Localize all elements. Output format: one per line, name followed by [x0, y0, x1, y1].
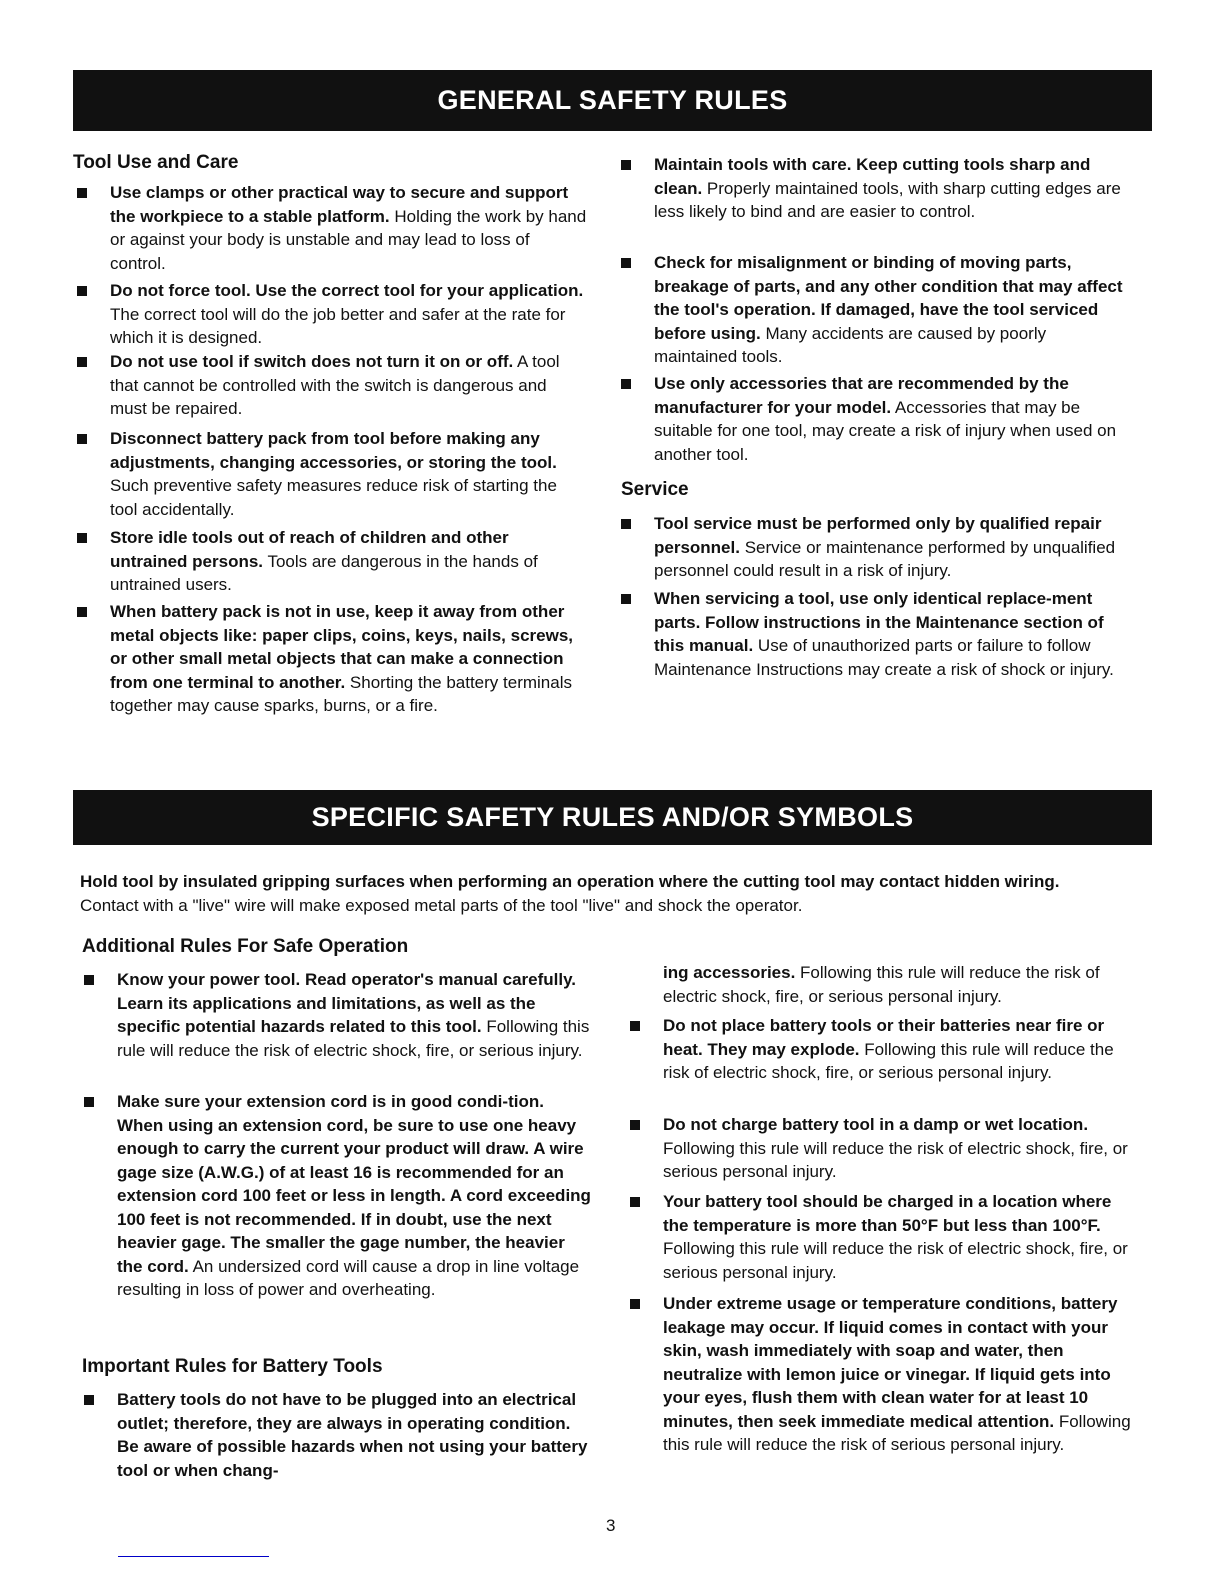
rule-bold: Store idle tools out of reach of children and other untrained persons. — [110, 528, 509, 571]
rule-text: Such preventive safety measures reduce risk of starting the tool accidentally. — [110, 476, 557, 519]
service-heading: Service — [621, 479, 689, 500]
bullet-icon — [621, 379, 631, 389]
bullet-icon — [621, 594, 631, 604]
intro-paragraph — [80, 870, 1090, 917]
rule-text: The correct tool will do the job better and safer at the rate for which it is designed. — [110, 304, 566, 347]
bullet-icon — [621, 160, 631, 170]
rule-text: Following this rule will reduce the risk of electric shock, fire, or serious personal injury. — [663, 1239, 1128, 1282]
rule-item — [663, 1014, 1131, 1085]
rule-item — [110, 427, 588, 521]
rule-text: Accessories that may be suitable for one tool, may create a risk of injury when used on another tool. — [654, 397, 1117, 464]
bullet-icon — [630, 1120, 640, 1130]
footer-rule — [118, 1556, 269, 1557]
rule-bold: Your battery tool should be charged in a location where the temperature is more than 50°F but less than 100°F. — [663, 1192, 1112, 1235]
rule-text: Following this rule will reduce the risk of electric shock, fire, or serious personal injury. — [663, 1138, 1128, 1181]
bullet-icon — [77, 188, 87, 198]
rule-item — [110, 350, 588, 421]
rule-bold: Maintain tools with care. Keep cutting tools sharp and clean. — [654, 155, 1091, 198]
rule-text: Following this rule will reduce the risk of serious personal injury. — [663, 1411, 1131, 1454]
bullet-icon — [77, 286, 87, 296]
rule-text: Tools are dangerous in the hands of untrained users. — [110, 551, 538, 594]
general-safety-rules-header: GENERAL SAFETY RULES — [73, 70, 1152, 131]
rule-text: Following this rule will reduce the risk of electric shock, fire, or serious personal injury. — [663, 1039, 1114, 1082]
rule-item — [663, 1190, 1131, 1284]
continuation-text — [663, 961, 1123, 1008]
rule-bold: Know your power tool. Read operator's manual carefully. Learn its applications and limitations, as well as the specific potential hazards related to this tool. — [117, 970, 577, 1036]
rule-bold: Disconnect battery pack from tool before making any adjustments, changing accessories, or storing the tool. — [110, 429, 557, 472]
bullet-icon — [630, 1021, 640, 1031]
intro-bold: Hold tool by insulated gripping surfaces when performing an operation where the cutting tool may contact hidden wiring. — [80, 872, 1060, 891]
rule-text: Holding the work by hand or against your body is unstable and may lead to loss of control. — [110, 206, 587, 273]
rule-text: A tool that cannot be controlled with the switch is dangerous and must be repaired. — [110, 352, 560, 418]
specific-safety-rules-header: SPECIFIC SAFETY RULES AND/OR SYMBOLS — [73, 790, 1152, 845]
rule-bold: Do not charge battery tool in a damp or wet location. — [663, 1115, 1089, 1134]
bullet-icon — [77, 434, 87, 444]
rule-bold: Under extreme usage or temperature conditions, battery leakage may occur. If liquid comes in contact with your skin, wash immediately with soap and water, then neutralize with lemon juice or vinegar. If liquid gets into your eyes, flush them with clean water for at least 10 minutes, then seek immediate medical attention. — [663, 1294, 1118, 1431]
rule-item — [110, 181, 588, 275]
bullet-icon — [630, 1197, 640, 1207]
page-number: 3 — [606, 1516, 616, 1535]
rule-text: Many accidents are caused by poorly maintained tools. — [654, 323, 1047, 366]
bullet-icon — [630, 1299, 640, 1309]
rule-item — [117, 1388, 592, 1482]
rule-text: An undersized cord will cause a drop in line voltage resulting in loss of power and overheating. — [117, 1256, 580, 1299]
tool-use-heading: Tool Use and Care — [73, 152, 239, 173]
rule-text: Properly maintained tools, with sharp cutting edges are less likely to bind and are easier to control. — [654, 178, 1121, 221]
rule-item — [654, 372, 1129, 466]
rule-item — [117, 968, 592, 1062]
rule-bold: Use only accessories that are recommended by the manufacturer for your model. — [654, 374, 1069, 417]
bullet-icon — [77, 533, 87, 543]
rule-item — [654, 587, 1129, 681]
bullet-icon — [84, 975, 94, 985]
rule-item — [654, 251, 1129, 369]
intro-text: Contact with a "live" wire will make exposed metal parts of the tool "live" and shock the operator. — [80, 895, 803, 915]
bullet-icon — [621, 519, 631, 529]
additional-rules-heading: Additional Rules For Safe Operation — [82, 936, 409, 957]
rule-item — [663, 1292, 1131, 1457]
rule-bold: Battery tools do not have to be plugged into an electrical outlet; therefore, they are always in operating condition. Be aware of possible hazards when not using your battery tool or when chang- — [117, 1390, 588, 1480]
rule-item — [110, 279, 588, 350]
rule-text: Use of unauthorized parts or failure to follow Maintenance Instructions may create a risk of shock or injury. — [654, 636, 1114, 679]
bullet-icon — [621, 258, 631, 268]
rule-item — [654, 512, 1129, 583]
rule-bold: Tool service must be performed only by qualified repair personnel. — [654, 514, 1102, 557]
rule-item — [117, 1090, 592, 1302]
continuation-normal: Following this rule will reduce the risk of electric shock, fire, or serious personal injury. — [663, 963, 1100, 1006]
bullet-icon — [84, 1395, 94, 1405]
rule-bold: Use clamps or other practical way to secure and support the workpiece to a stable platform. — [110, 183, 569, 226]
rule-bold: Do not place battery tools or their batteries near fire or heat. They may explode. — [663, 1016, 1105, 1059]
continuation-bold: ing accessories. — [663, 963, 796, 982]
rule-text: Following this rule will reduce the risk of electric shock, fire, or serious injury. — [117, 1017, 590, 1060]
bullet-icon — [84, 1097, 94, 1107]
rule-bold: When battery pack is not in use, keep it away from other metal objects like: paper clips, coins, keys, nails, screws, or other small metal objects that can make a connection from one terminal to another. — [110, 602, 573, 692]
bullet-icon — [77, 357, 87, 367]
rule-item — [110, 600, 588, 718]
rule-text: Service or maintenance performed by unqualified personnel could result in a risk of injury. — [654, 537, 1116, 580]
rule-bold: Do not force tool. Use the correct tool for your application. — [110, 281, 584, 300]
rule-bold: Check for misalignment or binding of moving parts, breakage of parts, and any other condition that may affect the tool's operation. If damaged, have the tool serviced before using. — [654, 253, 1123, 343]
bullet-icon — [77, 607, 87, 617]
rule-item — [110, 526, 588, 597]
rule-text: Shorting the battery terminals together may cause sparks, burns, or a fire. — [110, 672, 572, 715]
rule-bold: Make sure your extension cord is in good condi-tion. When using an extension cord, be sure to use one heavy enough to carry the current your product will draw. A wire gage size (A.W.G.) of at least 16 is recommended for an extension cord 100 feet or less in length. A cord exceeding 100 feet is not recommended. If in doubt, use the next heavier gage. The smaller the gage number, the heavier the cord. — [117, 1092, 591, 1276]
rule-item — [663, 1113, 1131, 1184]
battery-rules-heading: Important Rules for Battery Tools — [82, 1356, 383, 1377]
rule-bold: Do not use tool if switch does not turn it on or off. — [110, 352, 514, 371]
rule-item — [654, 153, 1129, 224]
rule-bold: When servicing a tool, use only identical replace-ment parts. Follow instructions in the Maintenance section of this manual. — [654, 589, 1104, 655]
